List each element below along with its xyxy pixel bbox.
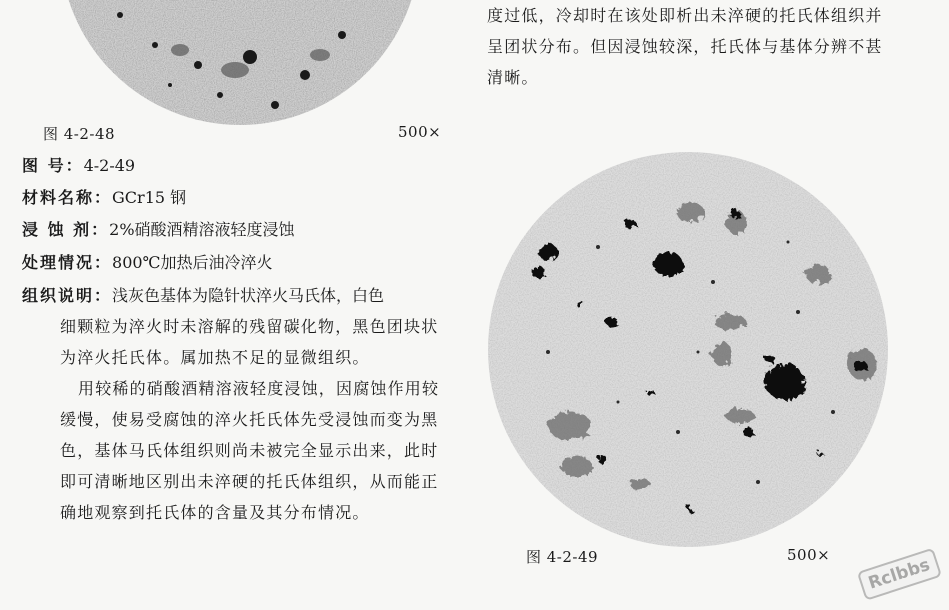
micrograph-4-2-48 [60, 0, 420, 125]
field-label: 组织说明： [22, 286, 113, 305]
field-value: 浅灰色基体为隐针状淬火马氏体，白色 [112, 286, 385, 305]
watermark-logo [857, 548, 945, 610]
field-label: 材料名称： [22, 188, 113, 207]
figure-caption-4-2-49 [526, 546, 598, 567]
micrograph-4-2-49-image [488, 152, 888, 547]
field-value: 4-2-49 [83, 156, 136, 175]
micrograph-4-2-49 [488, 152, 888, 547]
figure-caption-4-2-48 [43, 123, 115, 144]
figure-label: 图 4-2-48 [43, 125, 116, 143]
field-label: 处理情况： [22, 253, 113, 272]
micrograph-4-2-48-image [60, 0, 420, 125]
watermark-text: Rclbbs [857, 548, 942, 601]
magnification-label [787, 546, 830, 564]
field-treatment [22, 250, 272, 273]
magnification-text: 500× [787, 546, 831, 564]
description-continuation [60, 311, 455, 373]
field-material [22, 185, 186, 208]
field-figure-number [22, 153, 135, 176]
field-etchant [22, 217, 295, 240]
field-value: GCr15 钢 [112, 188, 187, 207]
field-label: 图 号： [22, 156, 84, 175]
description-text: 细颗粒为淬火时未溶解的残留碳化物，黑色团块状为淬火托氏体。属加热不足的显微组织。 [60, 317, 439, 367]
field-value: 800℃加热后油冷淬火 [112, 253, 273, 272]
right-column-text [487, 0, 895, 93]
paragraph-text: 用较稀的硝酸酒精溶液轻度浸蚀，因腐蚀作用较缓慢，使易受腐蚀的淬火托氏体先受浸蚀而变为黑色，基体马氏体组织则尚未被完全显示出来，此时即可清晰地区别出未淬硬的托氏体组织，从而能正确地观察到托氏体的含量及其分布情况。 [60, 379, 440, 522]
field-label: 浸 蚀 剂： [22, 220, 110, 239]
right-column-paragraph: 度过低，冷却时在该处即析出未淬硬的托氏体组织并呈团状分布。但因浸蚀较深，托氏体与基体分辨不甚清晰。 [487, 6, 883, 87]
figure-label: 图 4-2-49 [526, 548, 599, 566]
magnification-text: 500× [398, 123, 442, 141]
field-value: 2%硝酸酒精溶液轻度浸蚀 [109, 220, 295, 239]
magnification-label [398, 123, 441, 141]
paragraph-etching-explanation [60, 373, 455, 528]
field-structure-description [22, 283, 384, 306]
